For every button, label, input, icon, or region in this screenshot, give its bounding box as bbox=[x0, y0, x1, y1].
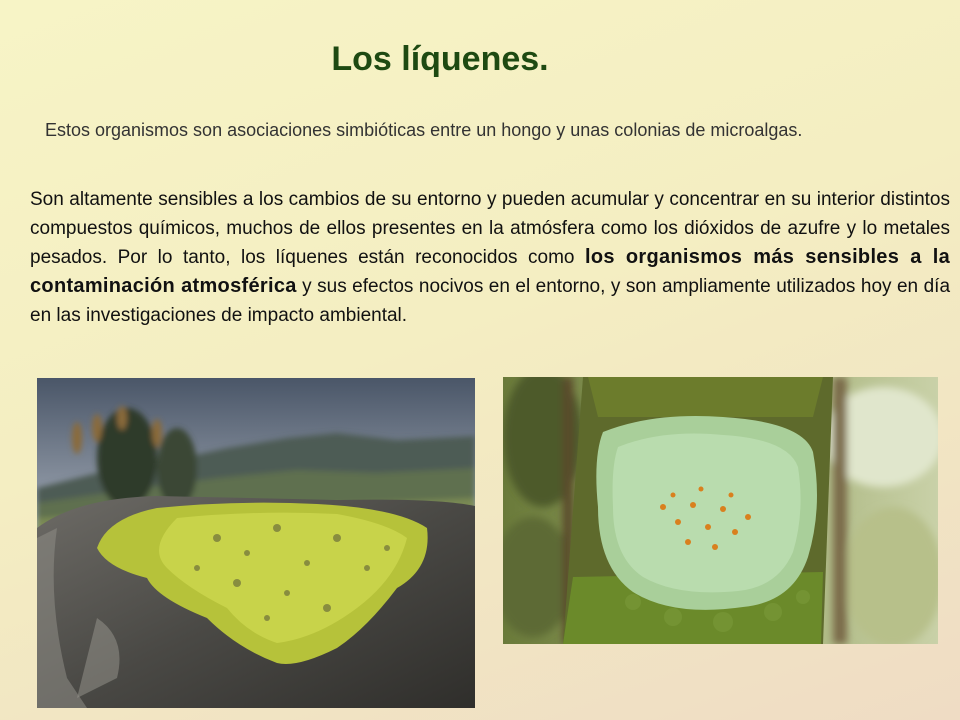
lichen-on-rock-photo bbox=[37, 378, 475, 708]
body-text-part1: Son altamente sensibles a los cambios de su entorno y pueden acumular y concentrar en su interior distintos compuestos químicos, muchos de ellos presentes en la atmósfera como los dióxidos de azufre y lo metales pesados. Por lo tanto, los líquenes están reconocidos como bbox=[30, 189, 950, 268]
body-paragraph bbox=[30, 185, 950, 330]
intro-paragraph: Estos organismos son asociaciones simbióticas entre un hongo y unas colonias de microalgas. bbox=[45, 120, 803, 140]
body-text-highlight: los organismos más sensibles a la contaminación atmosférica bbox=[30, 246, 950, 297]
body-text-part2: y sus efectos nocivos en el entorno, y son ampliamente utilizados hoy en día en las investigaciones de impacto ambiental. bbox=[30, 276, 951, 326]
slide-title: Los líquenes. bbox=[331, 40, 549, 78]
lichen-on-tree-photo bbox=[503, 377, 938, 644]
